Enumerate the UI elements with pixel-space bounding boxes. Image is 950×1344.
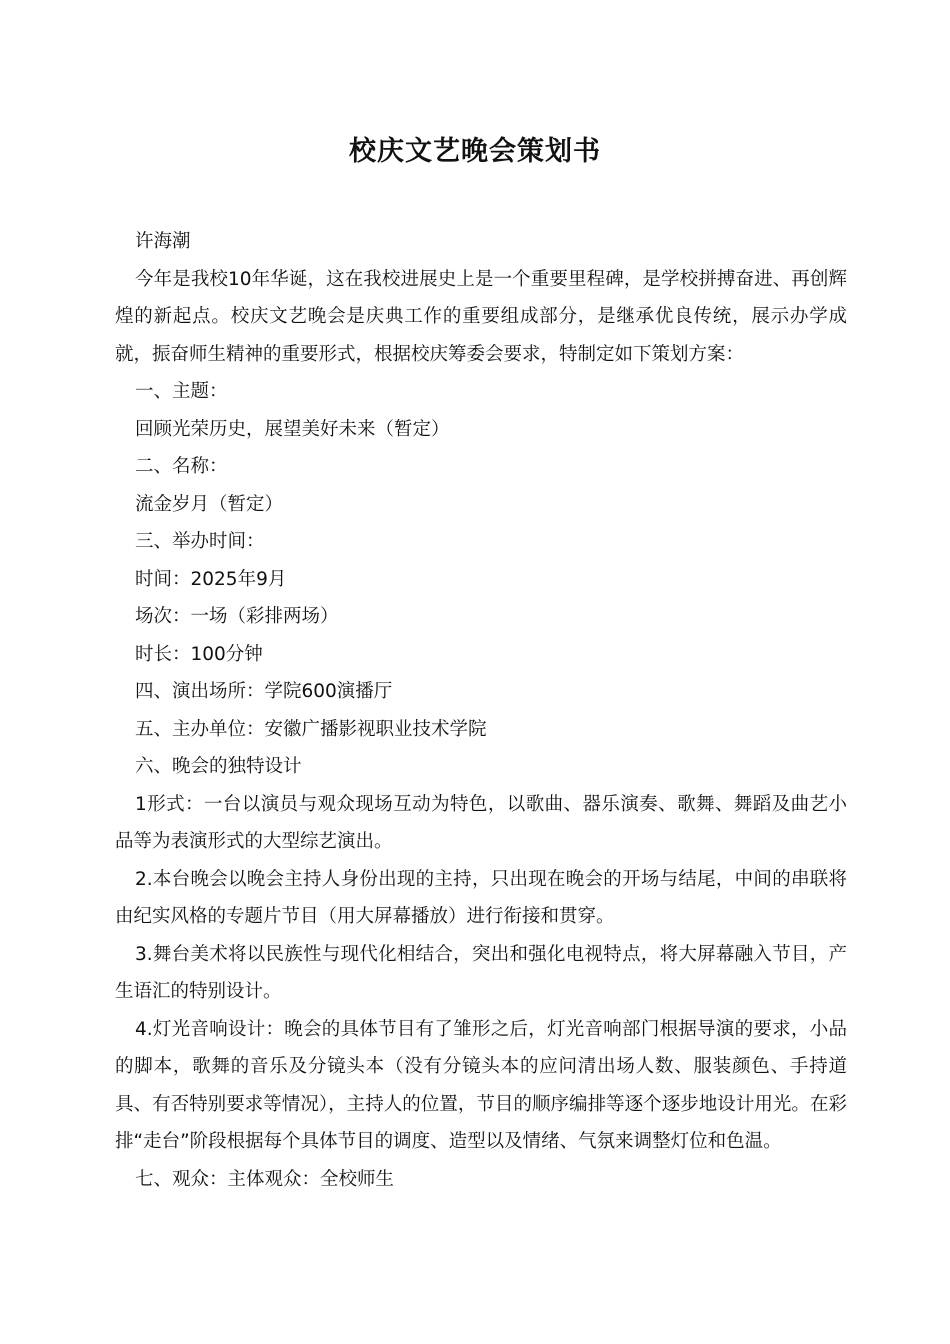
design-item-1: 1形式：一台以演员与观众现场互动为特色，以歌曲、器乐演奏、歌舞、舞蹈及曲艺小品等为表演形式的大型综艺演出。 bbox=[115, 793, 847, 852]
section-heading-time: 三、举办时间： bbox=[135, 531, 265, 552]
theme-text: 回顾光荣历史，展望美好未来（暂定） bbox=[135, 418, 450, 440]
document-body bbox=[115, 223, 847, 1198]
design-item-3: 3.舞台美术将以民族性与现代化相结合，突出和强化电视特点，将大屏幕融入节目，产生语汇的特别设计。 bbox=[115, 943, 847, 1002]
duration-text: 时长：100分钟 bbox=[135, 643, 263, 665]
design-item-2: 2.本台晚会以晚会主持人身份出现的主持，只出现在晚会的开场与结尾，中间的串联将由纪实风格的专题片节目（用大屏幕播放）进行衔接和贯穿。 bbox=[115, 868, 847, 927]
section-heading-design: 六、晚会的独特设计 bbox=[135, 756, 302, 777]
name-text: 流金岁月（暂定） bbox=[135, 493, 284, 515]
intro-paragraph: 今年是我校10年华诞，这在我校进展史上是一个重要里程碑，是学校拼搏奋进、再创辉煌的新起点。校庆文艺晚会是庆典工作的重要组成部分，是继承优良传统，展示办学成就，振奋师生精神的重要形式，根据校庆筹委会要求，特制定如下策划方案： bbox=[115, 268, 847, 365]
sessions-text: 场次：一场（彩排两场） bbox=[135, 606, 339, 627]
document-title: 校庆文艺晚会策划书 bbox=[349, 136, 601, 167]
design-item-4: 4.灯光音响设计：晚会的具体节目有了雏形之后，灯光音响部门根据导演的要求，小品的脚本，歌舞的音乐及分镜头本（没有分镜头本的应问清出场人数、服装颜色、手持道具、有否特别要求等情况），主持人的位置，节目的顺序编排等逐个逐步地设计用光。在彩排“走台”阶段根据每个具体节目的调度、造型以及情绪、气氛来调整灯位和色温。 bbox=[115, 1018, 847, 1152]
author-line: 许海潮 bbox=[135, 231, 191, 252]
venue-line: 四、演出场所：学院600演播厅 bbox=[135, 681, 393, 702]
time-text: 时间：2025年9月 bbox=[135, 568, 287, 590]
organizer-line: 五、主办单位：安徽广播影视职业技术学院 bbox=[135, 718, 487, 740]
audience-line: 七、观众：主体观众：全校师生 bbox=[135, 1168, 395, 1190]
section-heading-name: 二、名称： bbox=[135, 456, 228, 477]
section-heading-theme: 一、主题： bbox=[135, 381, 228, 402]
